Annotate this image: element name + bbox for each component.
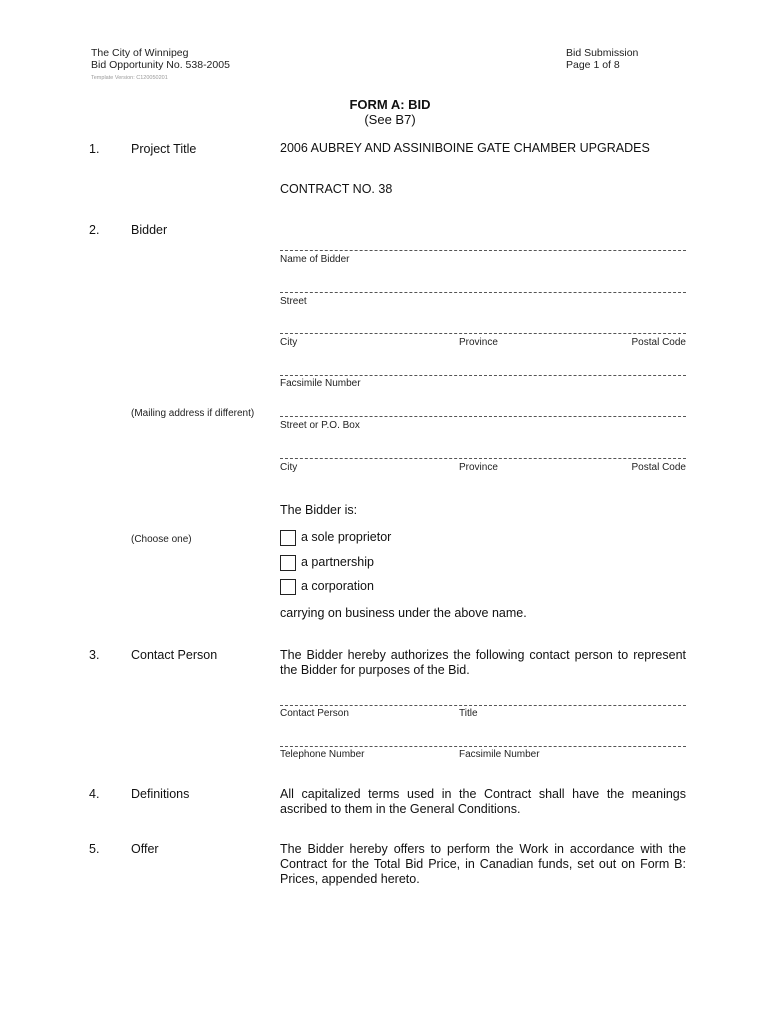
mailing-province-label: Province xyxy=(459,462,498,473)
section-1-label: Project Title xyxy=(131,142,197,156)
carrying-on-text: carrying on business under the above name. xyxy=(280,606,527,620)
postal-code-label: Postal Code xyxy=(631,337,686,348)
mailing-city-label: City xyxy=(280,462,298,473)
header-bid-opportunity: Bid Opportunity No. 538-2005 xyxy=(91,59,230,71)
section-4-label: Definitions xyxy=(131,787,190,801)
corporation-checkbox[interactable] xyxy=(280,579,296,595)
contact-title-label: Title xyxy=(459,708,478,719)
section-5-number: 5. xyxy=(89,842,100,856)
partnership-checkbox[interactable] xyxy=(280,555,296,571)
city-label: City xyxy=(280,337,298,348)
template-version: Template Version: C120050201 xyxy=(91,75,168,81)
bidder-is-label: The Bidder is: xyxy=(280,503,358,517)
contact-person-title-field[interactable] xyxy=(280,705,686,706)
header-page-number: Page 1 of 8 xyxy=(566,59,620,71)
contact-authorization-text: The Bidder hereby authorizes the following contact person to represent the Bidder for purposes of the Bid. xyxy=(280,648,686,677)
project-title: 2006 AUBREY AND ASSINIBOINE GATE CHAMBER UPGRADES xyxy=(280,141,650,155)
section-3-label: Contact Person xyxy=(131,648,218,662)
mailing-postal-code-label: Postal Code xyxy=(631,462,686,473)
mailing-address-note: (Mailing address if different) xyxy=(131,408,255,419)
corporation-label: a corporation xyxy=(301,579,374,593)
form-title: FORM A: BID xyxy=(349,97,431,112)
section-5-label: Offer xyxy=(131,842,159,856)
name-of-bidder-label: Name of Bidder xyxy=(280,254,350,265)
street-po-box-label: Street or P.O. Box xyxy=(280,420,360,431)
contract-number: CONTRACT NO. 38 xyxy=(280,182,393,196)
section-4-number: 4. xyxy=(89,787,100,801)
sole-proprietor-label: a sole proprietor xyxy=(301,530,392,544)
form-subtitle: (See B7) xyxy=(364,112,416,127)
facsimile-label: Facsimile Number xyxy=(280,378,361,389)
street-label: Street xyxy=(280,296,307,307)
telephone-number-label: Telephone Number xyxy=(280,749,365,760)
facsimile-field[interactable] xyxy=(280,375,686,376)
section-3-number: 3. xyxy=(89,648,100,662)
name-of-bidder-field[interactable] xyxy=(280,250,686,251)
contact-person-label: Contact Person xyxy=(280,708,349,719)
street-field[interactable] xyxy=(280,292,686,293)
sole-proprietor-checkbox[interactable] xyxy=(280,530,296,546)
street-po-box-field[interactable] xyxy=(280,416,686,417)
definitions-text: All capitalized terms used in the Contract shall have the meanings ascribed to them in the General Conditions. xyxy=(280,787,686,816)
city-province-postal-field[interactable] xyxy=(280,333,686,334)
section-2-number: 2. xyxy=(89,223,100,237)
telephone-facsimile-field[interactable] xyxy=(280,746,686,747)
section-2-label: Bidder xyxy=(131,223,168,237)
mailing-city-province-postal-field[interactable] xyxy=(280,458,686,459)
header-city: The City of Winnipeg xyxy=(91,47,189,59)
partnership-label: a partnership xyxy=(301,555,374,569)
contact-facsimile-label: Facsimile Number xyxy=(459,749,540,760)
header-bid-submission: Bid Submission xyxy=(566,47,639,59)
section-1-number: 1. xyxy=(89,142,100,156)
choose-one-note: (Choose one) xyxy=(131,534,192,545)
province-label: Province xyxy=(459,337,498,348)
offer-text: The Bidder hereby offers to perform the Work in accordance with the Contract for the Total Bid Price, in Canadian funds, set out on Form B: Prices, appended hereto. xyxy=(280,842,686,886)
